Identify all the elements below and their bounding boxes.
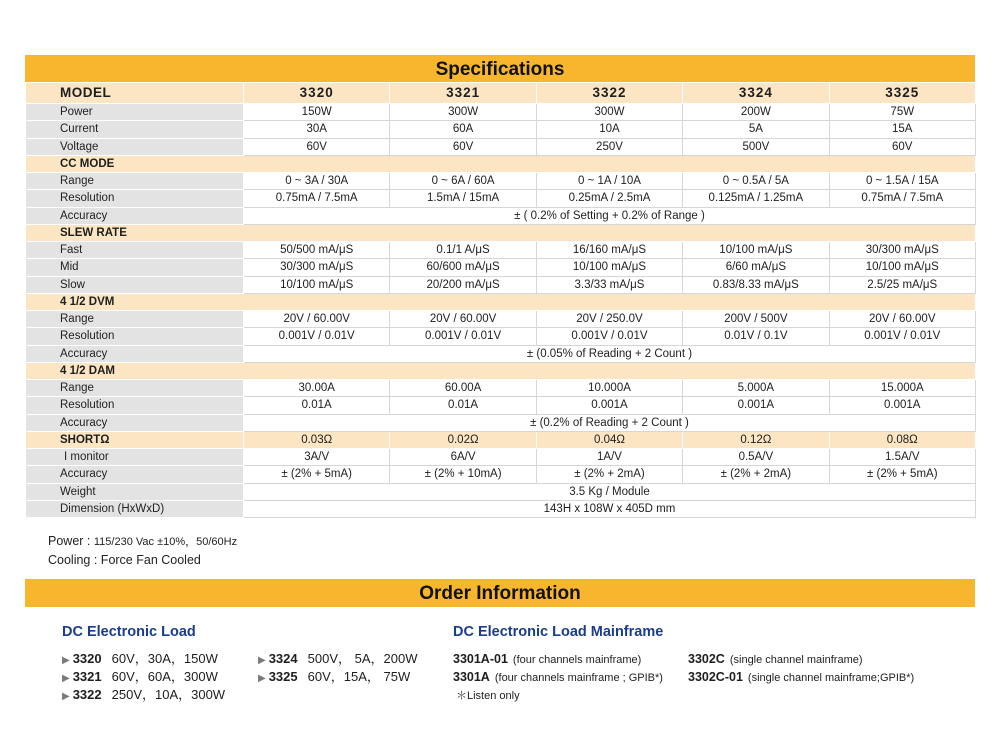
triangle-bullet-icon: ▶ xyxy=(258,655,266,666)
row-label: SHORTΩ xyxy=(26,431,244,448)
cell: 60/600 mA/μS xyxy=(390,259,536,276)
cell: 10/100 mA/μS xyxy=(683,242,829,259)
cell: ± (2% + 10mA) xyxy=(390,466,536,483)
cell: 300W xyxy=(536,104,682,121)
cell: 0.04Ω xyxy=(536,431,682,448)
triangle-bullet-icon: ▶ xyxy=(62,691,70,702)
table-row xyxy=(26,104,976,121)
cell: 0 ~ 3A / 30A xyxy=(244,173,390,190)
mainframe-desc: (single channel mainframe) xyxy=(729,654,863,666)
row-label: Range xyxy=(26,311,244,328)
cell: 60V xyxy=(244,138,390,155)
cell: 20V / 60.00V xyxy=(829,311,975,328)
cell: 3A/V xyxy=(244,449,390,466)
table-row xyxy=(26,466,976,483)
product-spec: 60V，30A，150W xyxy=(111,651,218,666)
table-row xyxy=(26,259,976,276)
table-row xyxy=(26,311,976,328)
power-note-value: 115/230 Vac ±10%，50/60Hz xyxy=(93,536,238,548)
row-label: Fast xyxy=(26,242,244,259)
mainframe-model: 3302C xyxy=(688,652,725,666)
short-row xyxy=(26,431,976,448)
product-spec: 250V，10A，300W xyxy=(111,687,226,702)
mainframe-desc: (four channels mainframe ; GPIB*) xyxy=(494,672,663,684)
cell: 250V xyxy=(536,138,682,155)
table-row xyxy=(26,276,976,293)
list-item xyxy=(688,668,914,687)
row-label: Accuracy xyxy=(26,207,244,224)
table-row xyxy=(26,242,976,259)
cell: 0.08Ω xyxy=(829,431,975,448)
power-note xyxy=(48,532,237,551)
cell: 10/100 mA/μS xyxy=(244,276,390,293)
mainframe-model: 3301A-01 xyxy=(453,652,508,666)
cell: 30.00A xyxy=(244,380,390,397)
row-label: Accuracy xyxy=(26,414,244,431)
cell: 0 ~ 6A / 60A xyxy=(390,173,536,190)
cell: 20V / 60.00V xyxy=(244,311,390,328)
cell: 10/100 mA/μS xyxy=(829,259,975,276)
cell: 0.75mA / 7.5mA xyxy=(829,190,975,207)
cell: 0.01V / 0.1V xyxy=(683,328,829,345)
triangle-bullet-icon: ▶ xyxy=(62,673,70,684)
list-item xyxy=(258,668,410,688)
cell: 0.03Ω xyxy=(244,431,390,448)
cell: 1.5A/V xyxy=(829,449,975,466)
cell: 1.5mA / 15mA xyxy=(390,190,536,207)
table-row xyxy=(26,449,976,466)
list-item xyxy=(62,686,225,706)
mainframe-desc: (four channels mainframe) xyxy=(512,654,642,666)
cell: ± (2% + 5mA) xyxy=(829,466,975,483)
cell: 3.3/33 mA/μS xyxy=(536,276,682,293)
cell: 50/500 mA/μS xyxy=(244,242,390,259)
list-item xyxy=(453,668,663,687)
list-item xyxy=(258,650,417,670)
order-information-banner: Order Information xyxy=(25,579,975,607)
table-row xyxy=(26,207,976,224)
list-item xyxy=(62,668,218,688)
list-item xyxy=(453,650,641,669)
cell: ± (2% + 2mA) xyxy=(536,466,682,483)
table-row xyxy=(26,328,976,345)
power-note-label: Power : xyxy=(48,534,91,548)
cell: 30/300 mA/μS xyxy=(244,259,390,276)
row-label: Power xyxy=(26,104,244,121)
model-3322: 3322 xyxy=(536,83,682,104)
row-label: Range xyxy=(26,173,244,190)
table-row xyxy=(26,138,976,155)
cell: ± (2% + 2mA) xyxy=(683,466,829,483)
cell: 200W xyxy=(683,104,829,121)
cell: 0 ~ 1.5A / 15A xyxy=(829,173,975,190)
cell: 60.00A xyxy=(390,380,536,397)
row-label: Current xyxy=(26,121,244,138)
cell: 2.5/25 mA/μS xyxy=(829,276,975,293)
specifications-banner: Specifications xyxy=(25,55,975,82)
cell: 20V / 250.0V xyxy=(536,311,682,328)
table-row xyxy=(26,121,976,138)
product-spec: 500V， 5A，200W xyxy=(307,651,418,666)
cell: 0.125mA / 1.25mA xyxy=(683,190,829,207)
cell: 300W xyxy=(390,104,536,121)
cell: 6/60 mA/μS xyxy=(683,259,829,276)
mainframe-model: 3302C-01 xyxy=(688,670,743,684)
cell: 0.001V / 0.01V xyxy=(390,328,536,345)
section-row-cc-mode xyxy=(26,155,976,172)
cell: 0.001V / 0.01V xyxy=(536,328,682,345)
row-label: Voltage xyxy=(26,138,244,155)
cell: 0.02Ω xyxy=(390,431,536,448)
cell: 0 ~ 0.5A / 5A xyxy=(683,173,829,190)
dc-electronic-load-title: DC Electronic Load xyxy=(62,624,196,640)
cell: 0.12Ω xyxy=(683,431,829,448)
table-row xyxy=(26,397,976,414)
product-model: 3321 xyxy=(72,669,102,684)
model-3324: 3324 xyxy=(683,83,829,104)
cell: 15A xyxy=(829,121,975,138)
product-spec: 60V，15A， 75W xyxy=(307,669,411,684)
product-model: 3324 xyxy=(268,651,298,666)
product-model: 3320 xyxy=(72,651,102,666)
cell: 16/160 mA/μS xyxy=(536,242,682,259)
cell: 60V xyxy=(390,138,536,155)
cell: 0.001A xyxy=(829,397,975,414)
listen-only-footnote xyxy=(456,686,520,705)
cell: 6A/V xyxy=(390,449,536,466)
section-row-dam xyxy=(26,362,976,379)
row-label: Weight xyxy=(26,483,244,500)
cell: 200V / 500V xyxy=(683,311,829,328)
section-row-dvm xyxy=(26,293,976,310)
table-row xyxy=(26,483,976,500)
section-header: SLEW RATE xyxy=(26,224,976,241)
cell: 30/300 mA/μS xyxy=(829,242,975,259)
cell: 0 ~ 1A / 10A xyxy=(536,173,682,190)
dc-electronic-load-mainframe-title: DC Electronic Load Mainframe xyxy=(453,624,664,640)
model-3325: 3325 xyxy=(829,83,975,104)
row-label: Mid xyxy=(26,259,244,276)
cell: 143H x 108W x 405D mm xyxy=(244,500,976,517)
cell: 20/200 mA/μS xyxy=(390,276,536,293)
cell: 0.75mA / 7.5mA xyxy=(244,190,390,207)
model-3320: 3320 xyxy=(244,83,390,104)
cooling-note: Cooling : Force Fan Cooled xyxy=(48,553,201,567)
product-spec: 60V，60A，300W xyxy=(111,669,218,684)
table-row xyxy=(26,380,976,397)
cell: 10.000A xyxy=(536,380,682,397)
cell: 0.83/8.33 mA/μS xyxy=(683,276,829,293)
row-label: Resolution xyxy=(26,397,244,414)
cell: ± (2% + 5mA) xyxy=(244,466,390,483)
section-row-slew-rate xyxy=(26,224,976,241)
cell: 0.001A xyxy=(536,397,682,414)
cell: 0.01A xyxy=(244,397,390,414)
triangle-bullet-icon: ▶ xyxy=(62,655,70,666)
cell: 10A xyxy=(536,121,682,138)
product-model: 3322 xyxy=(72,687,102,702)
cell: 0.001A xyxy=(683,397,829,414)
model-3321: 3321 xyxy=(390,83,536,104)
cell: 500V xyxy=(683,138,829,155)
row-label: Dimension (HxWxD) xyxy=(26,500,244,517)
model-label: MODEL xyxy=(26,83,244,104)
specifications-table xyxy=(25,82,976,518)
table-row xyxy=(26,173,976,190)
cell: 0.25mA / 2.5mA xyxy=(536,190,682,207)
row-label: I monitor xyxy=(26,449,244,466)
cell: 0.1/1 A/μS xyxy=(390,242,536,259)
row-label: Accuracy xyxy=(26,345,244,362)
footnote-text: ＊Listen only xyxy=(456,690,520,702)
mainframe-model: 3301A xyxy=(453,670,490,684)
row-label: Accuracy xyxy=(26,466,244,483)
table-row xyxy=(26,414,976,431)
cell: 0.001V / 0.01V xyxy=(829,328,975,345)
section-header: 4 1/2 DAM xyxy=(26,362,976,379)
list-item xyxy=(62,650,218,670)
row-label: Resolution xyxy=(26,190,244,207)
cell: 5A xyxy=(683,121,829,138)
table-row xyxy=(26,345,976,362)
list-item xyxy=(688,650,863,669)
cell: 1A/V xyxy=(536,449,682,466)
cell: 150W xyxy=(244,104,390,121)
cell: 30A xyxy=(244,121,390,138)
cell: 75W xyxy=(829,104,975,121)
cell: 3.5 Kg / Module xyxy=(244,483,976,500)
product-model: 3325 xyxy=(268,669,298,684)
model-header-row xyxy=(26,83,976,104)
triangle-bullet-icon: ▶ xyxy=(258,673,266,684)
cell: 15.000A xyxy=(829,380,975,397)
row-label: Slow xyxy=(26,276,244,293)
cell: 0.5A/V xyxy=(683,449,829,466)
cell: ± ( 0.2% of Setting + 0.2% of Range ) xyxy=(244,207,976,224)
cell: 5.000A xyxy=(683,380,829,397)
table-row xyxy=(26,500,976,517)
cell: 60A xyxy=(390,121,536,138)
cell: 0.01A xyxy=(390,397,536,414)
table-row xyxy=(26,190,976,207)
row-label: Range xyxy=(26,380,244,397)
section-header: CC MODE xyxy=(26,155,976,172)
row-label: Resolution xyxy=(26,328,244,345)
mainframe-desc: (single channel mainframe;GPIB*) xyxy=(747,672,915,684)
cell: 20V / 60.00V xyxy=(390,311,536,328)
cell: ± (0.05% of Reading + 2 Count ) xyxy=(244,345,976,362)
cell: 10/100 mA/μS xyxy=(536,259,682,276)
general-notes xyxy=(48,532,237,569)
cell: ± (0.2% of Reading + 2 Count ) xyxy=(244,414,976,431)
cell: 0.001V / 0.01V xyxy=(244,328,390,345)
section-header: 4 1/2 DVM xyxy=(26,293,976,310)
cell: 60V xyxy=(829,138,975,155)
